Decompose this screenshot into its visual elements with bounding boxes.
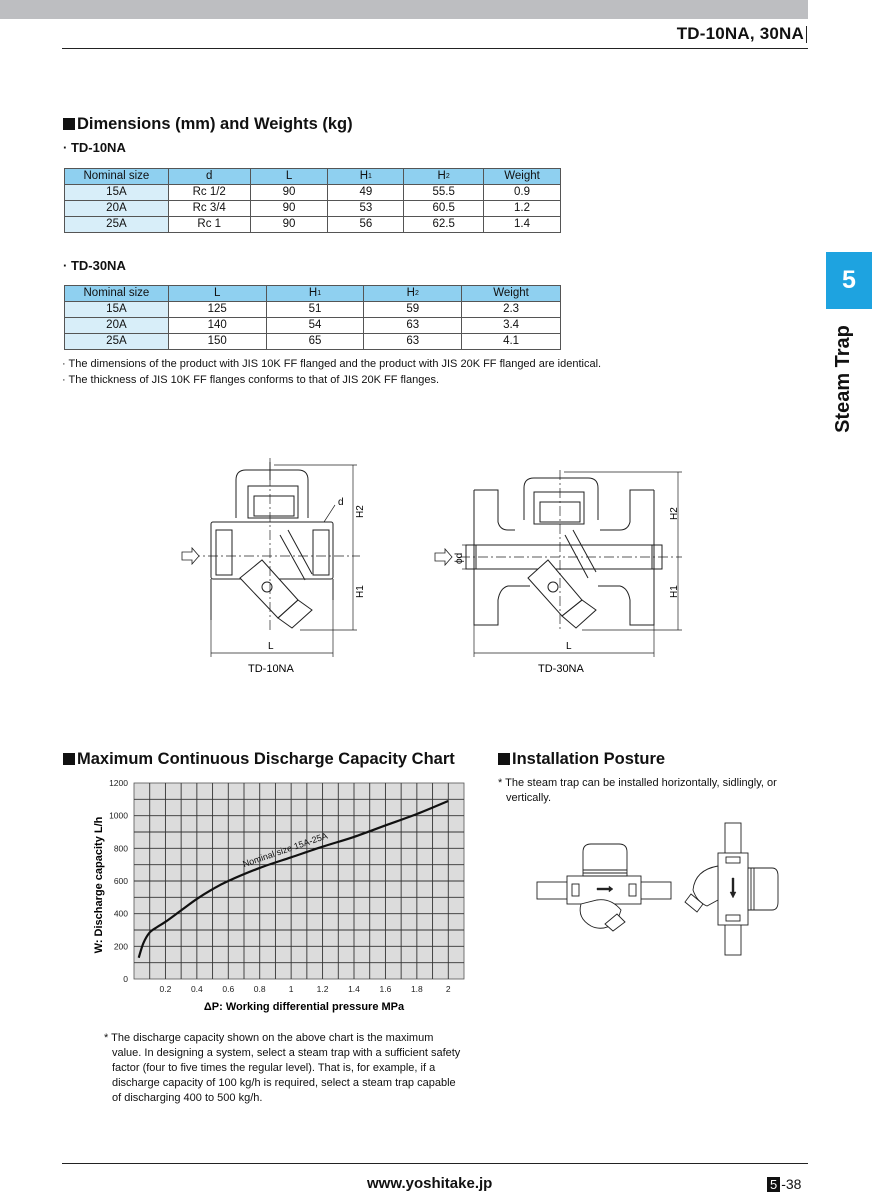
table-cell: 25A [65, 217, 169, 233]
chapter-number-tab: 5 [826, 252, 872, 309]
table-cell: 1.2 [484, 201, 561, 217]
y-tick-label: 1200 [109, 778, 128, 788]
installation-heading-text: Installation Posture [512, 750, 666, 768]
table-cell: 54 [266, 318, 364, 334]
table-cell: 90 [250, 217, 328, 233]
pipe-right [639, 882, 671, 899]
chart-footnote: * The discharge capacity shown on the above chart is the maximum value. In designing a system, select a steam trap with a sufficient safety factor (four to five times the regular level). That is, for example, if a discharge capacity of 100 kg/h is required, select a steam trap capable of discharging 400 to 500 kg/h. [104, 1032, 461, 1104]
header-rule [62, 48, 808, 49]
x-axis-label: ΔP: Working differential pressure MPa [203, 1001, 405, 1013]
h2-label: H2 [669, 507, 680, 520]
dimension-note-2: · The thickness of JIS 10K FF flanges conforms to that of JIS 20K FF flanges. [62, 374, 440, 386]
table-cell: Rc 1/2 [168, 185, 250, 201]
y-tick-label: 1000 [109, 810, 128, 821]
dimensions-heading-text: Dimensions (mm) and Weights (kg) [77, 115, 353, 133]
installation-posture-illustration [525, 818, 795, 963]
x-tick-label: 0.6 [222, 984, 235, 994]
table-header-row [65, 286, 561, 302]
column-header: L [168, 286, 266, 302]
top-band [0, 0, 808, 19]
table-cell: 20A [65, 201, 169, 217]
table-cell: Rc 1 [168, 217, 250, 233]
x-tick-label: 1.6 [379, 984, 392, 994]
page-header-title: TD-10NA, 30NA [676, 24, 804, 43]
table-row [65, 302, 561, 318]
flow-arrow-icon [435, 549, 452, 565]
table-cell: 65 [266, 334, 364, 350]
table-header-row [65, 169, 561, 185]
table-cell: 2.3 [462, 302, 561, 318]
table-cell: 150 [168, 334, 266, 350]
table-cell: 63 [364, 318, 462, 334]
table-cell: 4.1 [462, 334, 561, 350]
table-cell: 1.4 [484, 217, 561, 233]
y-axis-label: W: Discharge capacity L/h [93, 816, 105, 954]
table-cell: 90 [250, 185, 328, 201]
x-tick-label: 1.2 [316, 984, 329, 994]
column-header: Weight [484, 169, 561, 185]
y-tick-label: 800 [113, 843, 128, 854]
table-cell: 140 [168, 318, 266, 334]
column-header: $H_1$ [328, 169, 404, 185]
h1-label: H1 [669, 585, 680, 598]
table-cell: 15A [65, 302, 169, 318]
website-link[interactable]: www.yoshitake.jp [367, 1175, 493, 1192]
y-tick-label: 400 [113, 908, 128, 919]
header-divider [806, 26, 807, 43]
table-cell: 125 [168, 302, 266, 318]
column-header: Weight [462, 286, 561, 302]
table-row [65, 217, 561, 233]
x-tick-label: 0.2 [159, 984, 172, 994]
x-tick-label: 1.4 [348, 984, 360, 994]
chapter-label-text: Steam Trap [832, 325, 854, 433]
dimensions-heading [63, 115, 353, 134]
column-header: $H_2$ [404, 169, 484, 185]
x-tick-label: 2 [445, 984, 451, 994]
x-tick-label: 1.8 [410, 984, 423, 994]
phid-label: ϕd [454, 552, 465, 564]
series-annotation: Nominal size 15A-25A [241, 830, 329, 870]
page-chapter-box: 5 [767, 1177, 780, 1192]
x-tick-label: 0.8 [253, 984, 266, 994]
td30na-drawing [420, 450, 700, 680]
td30na-subheading: · TD-30NA [63, 258, 126, 273]
td10na-dimension-table [64, 168, 561, 233]
h2-label: H2 [355, 505, 366, 518]
installation-heading [498, 750, 665, 769]
h1-label: H1 [355, 585, 366, 598]
discharge-capacity-chart [88, 775, 478, 1020]
d-label: d [338, 497, 344, 508]
page-number-text: -38 [781, 1176, 802, 1192]
chart-heading [63, 750, 455, 769]
square-bullet-icon [498, 753, 510, 765]
x-tick-label: 1 [288, 984, 294, 994]
table-cell: 59 [364, 302, 462, 318]
chart-heading-text: Maximum Continuous Discharge Capacity Chart [77, 750, 455, 768]
table-row [65, 318, 561, 334]
td10na-subheading: · TD-10NA [63, 140, 126, 155]
table-cell: 3.4 [462, 318, 561, 334]
table-row [65, 201, 561, 217]
table-cell: 49 [328, 185, 404, 201]
l-label: L [566, 641, 572, 652]
table-cell: 15A [65, 185, 169, 201]
td30na-caption: TD-30NA [538, 663, 584, 675]
square-bullet-icon [63, 753, 75, 765]
pipe-left [537, 882, 569, 899]
column-header: $H_1$ [266, 286, 364, 302]
table-cell: 90 [250, 201, 328, 217]
column-header: Nominal size [65, 169, 169, 185]
table-cell: 62.5 [404, 217, 484, 233]
table-cell: 51 [266, 302, 364, 318]
td10na-caption: TD-10NA [248, 663, 294, 675]
column-header: d [168, 169, 250, 185]
flow-arrow-icon [182, 548, 199, 564]
chapter-label [806, 316, 872, 442]
table-cell: 0.9 [484, 185, 561, 201]
footer-rule [62, 1163, 808, 1164]
table-cell: 60.5 [404, 201, 484, 217]
y-tick-label: 0 [123, 974, 128, 984]
table-cell: 63 [364, 334, 462, 350]
x-tick-label: 0.4 [190, 984, 203, 994]
table-row [65, 334, 561, 350]
installation-note: * The steam trap can be installed horizontally, sidlingly, or vertically. [498, 777, 777, 804]
dimension-note-1: · The dimensions of the product with JIS 10K FF flanged and the product with JIS 20K FF flanged are identical. [62, 358, 602, 370]
y-tick-label: 600 [113, 876, 128, 886]
table-cell: 25A [65, 334, 169, 350]
column-header: Nominal size [65, 286, 169, 302]
table-cell: 56 [328, 217, 404, 233]
td30na-dimension-table [64, 285, 561, 350]
square-bullet-icon [63, 118, 75, 130]
table-cell: Rc 3/4 [168, 201, 250, 217]
y-tick-label: 200 [113, 941, 128, 952]
table-cell: 20A [65, 318, 169, 334]
column-header: L [250, 169, 328, 185]
page-number [767, 1176, 801, 1192]
table-row [65, 185, 561, 201]
table-cell: 53 [328, 201, 404, 217]
td10na-drawing [170, 450, 390, 680]
table-cell: 55.5 [404, 185, 484, 201]
column-header: $H_2$ [364, 286, 462, 302]
l-label: L [268, 641, 274, 652]
